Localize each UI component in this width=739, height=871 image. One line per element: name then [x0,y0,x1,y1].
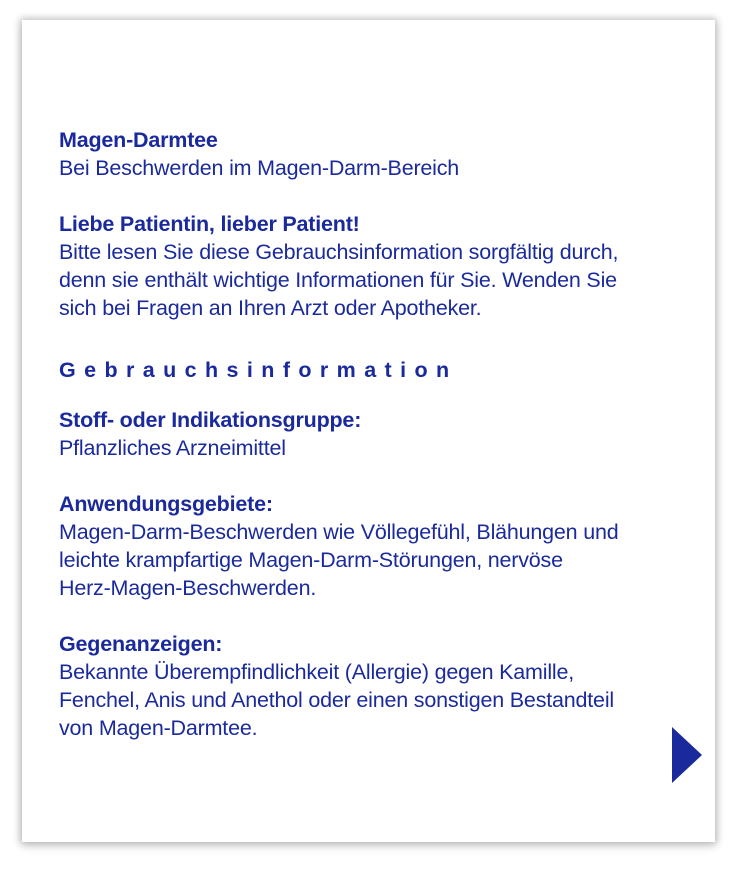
contraindications-line: von Magen-Darmtee. [59,716,258,740]
group-text: Pflanzliches Arzneimittel [59,436,286,460]
section-title: Gebrauchsinformation [59,358,458,382]
greeting-line: sich bei Fragen an Ihren Arzt oder Apotheker. [59,296,482,320]
group-heading: Stoff- oder Indikationsgruppe: [59,408,362,432]
indications-line: Herz-Magen-Beschwerden. [59,576,317,600]
greeting-line: denn sie enthält wichtige Informationen für Sie. Wenden Sie [59,268,617,292]
contraindications-line: Bekannte Überempfindlichkeit (Allergie) gegen Kamille, [59,660,575,684]
document-content [59,126,689,742]
document-subtitle: Bei Beschwerden im Magen-Darm-Bereich [59,156,460,180]
document-page [22,20,715,842]
contraindications-heading: Gegenanzeigen: [59,632,223,656]
greeting-line: Bitte lesen Sie diese Gebrauchsinformation sorgfältig durch, [59,240,619,264]
triangle-right-icon[interactable] [672,727,702,783]
indications-heading: Anwendungsgebiete: [59,492,273,516]
indications-line: Magen-Darm-Beschwerden wie Völlegefühl, Blähungen und [59,520,619,544]
greeting-heading: Liebe Patientin, lieber Patient! [59,212,360,236]
indications-line: leichte krampfartige Magen-Darm-Störungen, nervöse [59,548,563,572]
document-title: Magen-Darmtee [59,128,218,152]
contraindications-line: Fenchel, Anis und Anethol oder einen sonstigen Bestandteil [59,688,614,712]
